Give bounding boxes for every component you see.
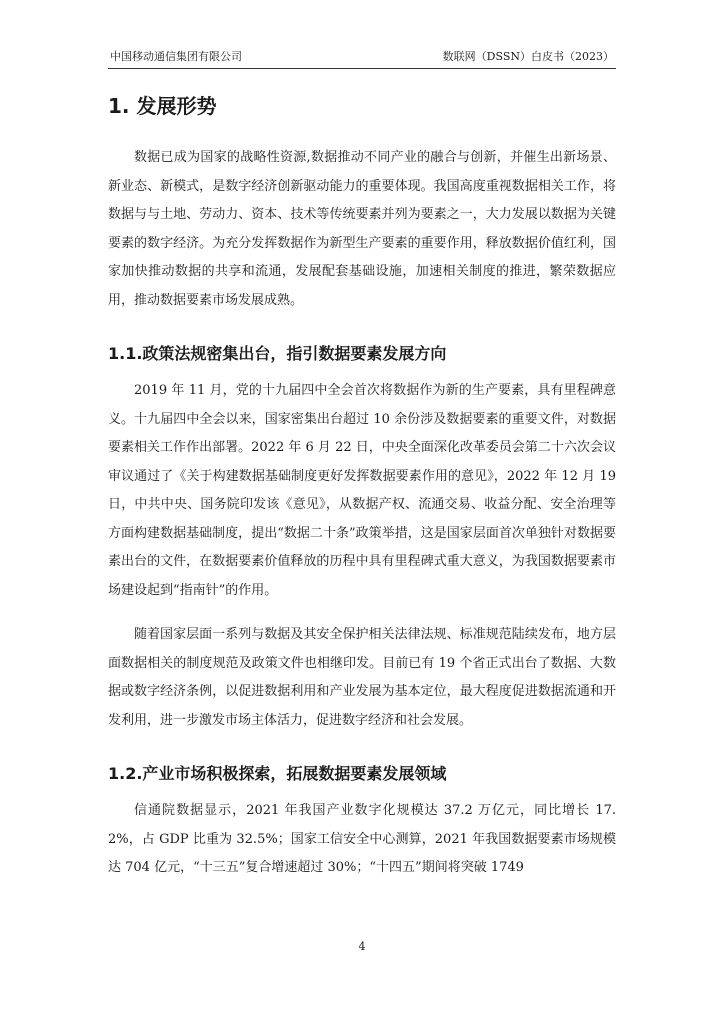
section-1-paragraph: 数据已成为国家的战略性资源,数据推动不同产业的融合与创新，并催生出新场景、新业态、新模式，是数字经济创新驱动能力的重要体现。我国高度重视数据相关工作，将数据与与土地、劳动力、资本、技术等传统要素并列为要素之一，大力发展以数据为关键要素的数字经济。为充分发挥数据作为新型生产要素的重要作用，释放数据价值红利，国家加快推动数据的共享和流通，发展配套基础设施，加速相关制度的推进，繁荣数据应用，推动数据要素市场发展成熟。 — [108, 150, 616, 308]
section-1-1-paragraph-2: 随着国家层面一系列与数据及其安全保护相关法律法规、标准规范陆续发布，地方层面数据相关的制度规范及政策文件也相继印发。目前已有 19 个省正式出台了数据、大数据或数字经济条例，以促进数据利用和产业发展为基本定位，最大程度促进数据流通和开发利用，进一步激发市场主体活力，促进数字经济和社会发展。 — [108, 627, 616, 728]
section-1-heading: 1. 发展形势 — [108, 94, 217, 118]
header-organization: 中国移动通信集团有限公司 — [110, 50, 242, 63]
section-1-2-heading: 1.2.产业市场积极探索，拓展数据要素发展领域 — [108, 764, 447, 783]
header-document-title: 数联网（DSSN）白皮书（2023） — [442, 50, 614, 63]
section-1-1-paragraph-1: 2019 年 11 月，党的十九届四中全会首次将数据作为新的生产要素，具有里程碑意义。十九届四中全会以来，国家密集出台超过 10 余份涉及数据要素的重要文件，对数据要素相关工作作出部署。2022 年 6 月 22 日，中央全面深化改革委员会第二十六次会议审议通过了《关于构建数据基础制度更好发挥数据要素作用的意见》，2022 年 12 月 19 日，中共中央、国务院印发该《意见》，从数据产权、流通交易、收益分配、安全治理等方面构建数据基础制度，提出“数据二十条”政策举措，这是国家层面首次单独针对数据要素出台的文件，在数据要素价值释放的历程中具有里程碑式重大意义，为我国数据要素市场建设起到“指南针”的作用。 — [108, 383, 616, 598]
section-1-2-paragraph: 信通院数据显示，2021 年我国产业数字化规模达 37.2 万亿元，同比增长 17.2%，占 GDP 比重为 32.5%；国家工信安全中心测算，2021 年我国数据要素市场规模达 704 亿元，“十三五”复合增速超过 30%；“十四五”期间将突破 1749 — [108, 803, 616, 875]
section-1-1-heading: 1.1.政策法规密集出台，指引数据要素发展方向 — [108, 344, 447, 363]
page-number: 4 — [358, 940, 366, 953]
document-body — [108, 92, 616, 899]
page-header — [108, 48, 616, 69]
